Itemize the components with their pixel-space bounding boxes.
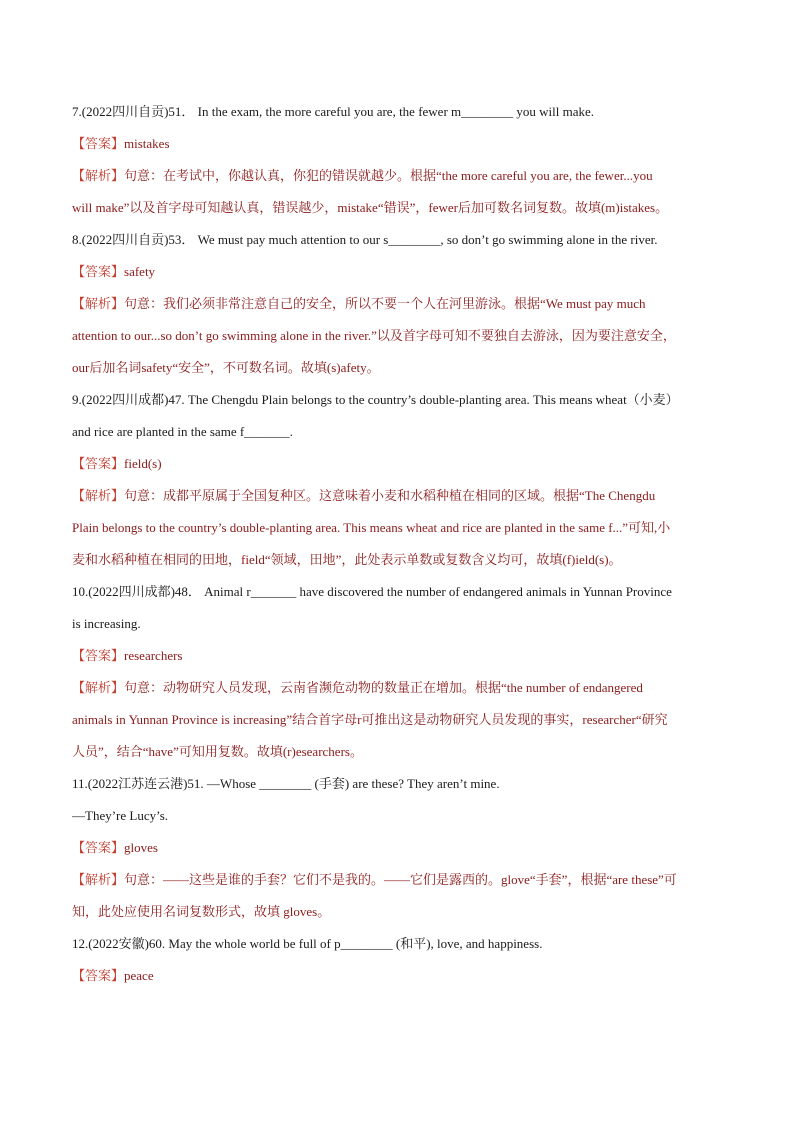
question-9-line-2: and rice are planted in the same f_______.: [72, 424, 293, 439]
question-12: 12.(2022安徽)60. May the whole world be full of p________ (和平), love, and happiness.: [72, 936, 543, 951]
answer-label: 【答案】: [72, 840, 125, 855]
analysis-10-line-2: animals in Yunnan Province is increasing”结合首字母r可推出这是动物研究人员发现的事实，researcher“研究: [72, 712, 668, 727]
analysis-8-line-1: [72, 288, 732, 320]
analysis-label: 【解析】: [72, 680, 125, 695]
question-9-line-1: 9.(2022四川成都)47. The Chengdu Plain belongs to the country’s double-planting area. This means wheat（小麦）: [72, 392, 679, 407]
analysis-11-line-2: 知，此处应使用名词复数形式，故填 gloves。: [72, 904, 331, 919]
analysis-7-line-2: will make”以及首字母可知越认真，错误越少，mistake“错误”，fewer后加可数名词复数。故填(m)istakes。: [72, 200, 669, 215]
analysis-label: 【解析】: [72, 488, 125, 503]
analysis-9-line-1: [72, 480, 732, 512]
answer-value: gloves: [124, 840, 158, 855]
answer-label: 【答案】: [72, 264, 125, 279]
analysis-7-line-1: [72, 160, 732, 192]
answer-label: 【答案】: [72, 136, 125, 151]
analysis-8-line-2: attention to our...so don’t go swimming alone in the river.”以及首字母可知不要独自去游泳，因为要注意安全，: [72, 328, 676, 343]
analysis-text: 句意：成都平原属于全国复种区。这意味着小麦和水稻种植在相同的区域。根据“The Chengdu: [124, 488, 656, 503]
analysis-text: 句意：在考试中，你越认真，你犯的错误就越少。根据“the more careful you are, the fewer...you: [124, 168, 653, 183]
analysis-label: 【解析】: [72, 296, 125, 311]
document-content: [72, 96, 732, 992]
analysis-11-line-1: [72, 864, 732, 896]
answer-label: 【答案】: [72, 968, 125, 983]
analysis-label: 【解析】: [72, 872, 125, 887]
question-11-line-2: —They’re Lucy’s.: [72, 808, 169, 823]
answer-value: mistakes: [124, 136, 170, 151]
analysis-10-line-3: 人员”，结合“have”可知用复数。故填(r)esearchers。: [72, 744, 363, 759]
answer-value: field(s): [124, 456, 162, 471]
answer-label: 【答案】: [72, 456, 125, 471]
answer-11: [72, 832, 732, 864]
answer-10: [72, 640, 732, 672]
analysis-text: 句意：——这些是谁的手套？它们不是我的。——它们是露西的。glove“手套”，根据“are these”可: [124, 872, 677, 887]
answer-7: [72, 128, 732, 160]
answer-12: [72, 960, 732, 992]
answer-value: peace: [124, 968, 154, 983]
question-7: 7.(2022四川自贡)51． In the exam, the more careful you are, the fewer m________ you will make.: [72, 104, 595, 119]
analysis-9-line-3: 麦和水稻种植在相同的田地，field“领域，田地”，此处表示单数或复数含义均可，故填(f)ield(s)。: [72, 552, 622, 567]
question-8: 8.(2022四川自贡)53． We must pay much attention to our s________, so don’t go swimming alone in the river.: [72, 232, 658, 247]
analysis-text: 句意：动物研究人员发现，云南省濒危动物的数量正在增加。根据“the number of endangered: [124, 680, 643, 695]
question-11-line-1: 11.(2022江苏连云港)51. —Whose ________ (手套) are these? They aren’t mine.: [72, 776, 500, 791]
analysis-text: 句意：我们必须非常注意自己的安全，所以不要一个人在河里游泳。根据“We must pay much: [124, 296, 646, 311]
answer-value: researchers: [124, 648, 183, 663]
analysis-9-line-2: Plain belongs to the country’s double-planting area. This means wheat and rice are planted in the same f...”可知,小: [72, 520, 671, 535]
answer-value: safety: [124, 264, 156, 279]
answer-8: [72, 256, 732, 288]
answer-label: 【答案】: [72, 648, 125, 663]
question-10-line-1: 10.(2022四川成都)48． Animal r_______ have discovered the number of endangered animals in Yunnan Province: [72, 584, 672, 599]
analysis-10-line-1: [72, 672, 732, 704]
answer-9: [72, 448, 732, 480]
question-10-line-2: is increasing.: [72, 616, 141, 631]
analysis-8-line-3: our后加名词safety“安全”，不可数名词。故填(s)afety。: [72, 360, 380, 375]
analysis-label: 【解析】: [72, 168, 125, 183]
